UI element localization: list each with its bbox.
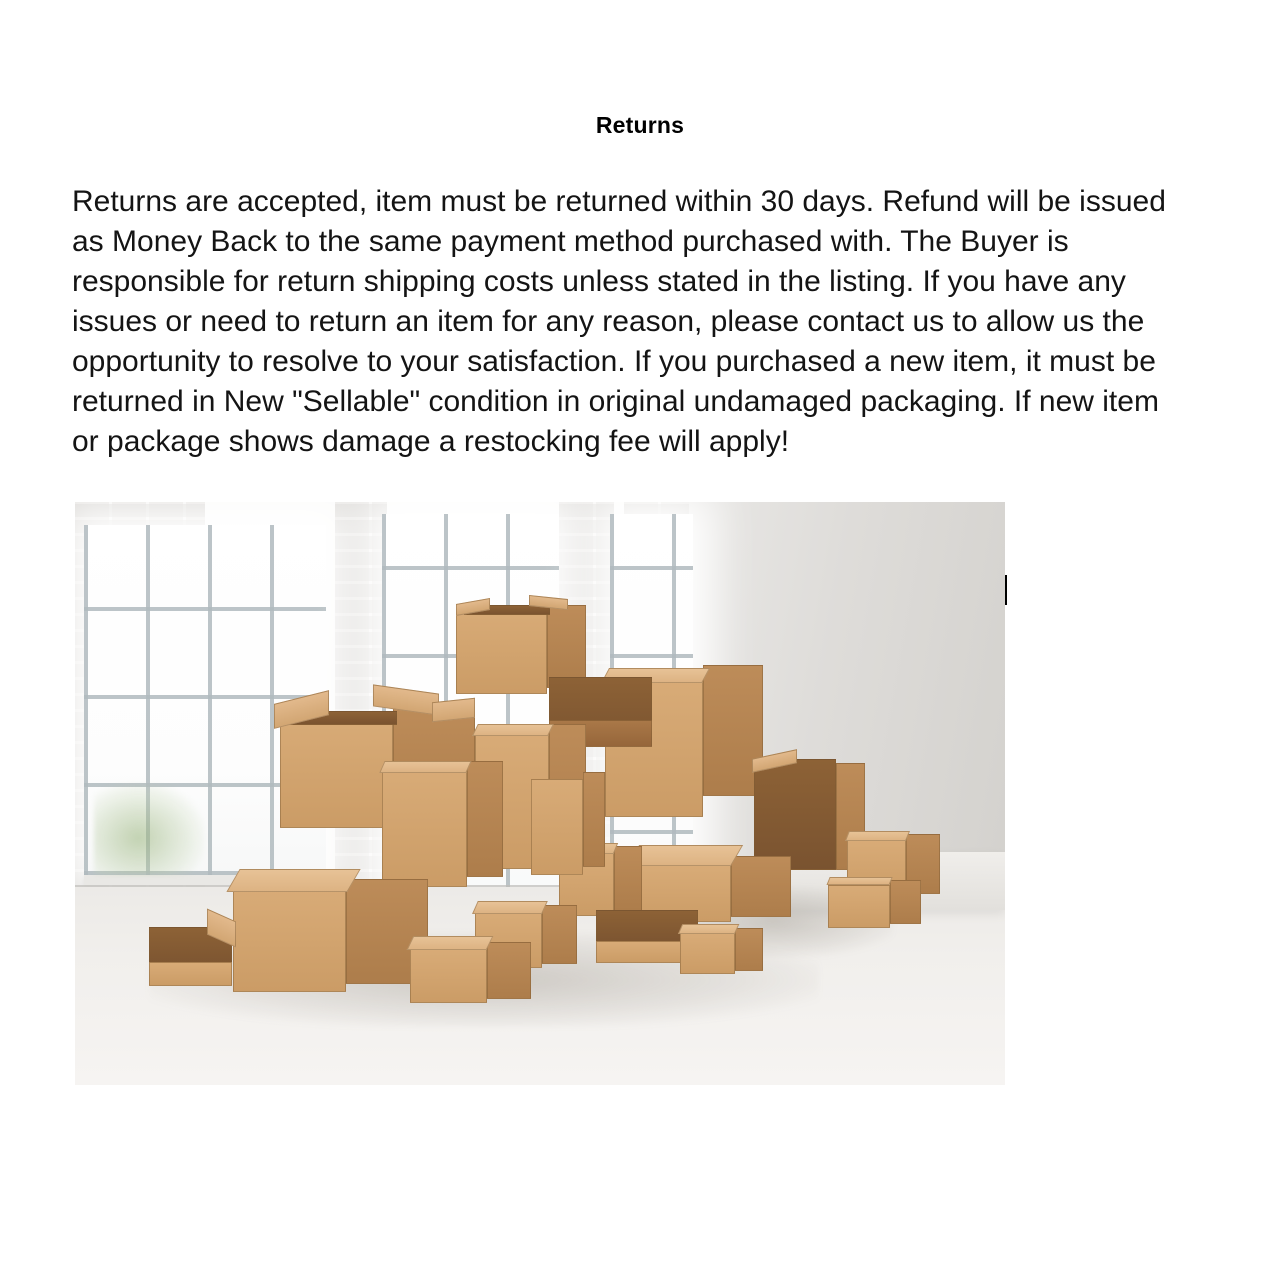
text-caret <box>1005 575 1007 605</box>
box-open-floor-left <box>149 922 261 986</box>
box-thin-tall-center <box>531 770 605 875</box>
page-title: Returns <box>595 112 685 138</box>
window-greenery <box>94 782 206 875</box>
box-bottom-large-left <box>233 863 428 991</box>
returns-policy-text: Returns are accepted, item must be returned within 30 days. Refund will be issued as Money Back to the same payment method purchased with. The Buyer is responsible for return shipping costs unless stated in the listing. If you have any issues or need to return an item for any reason, please contact us to allow us the opportunity to resolve to your satisfaction. If you purchased a new item, it must be returned in New "Sellable" condition in original undamaged packaging. If new item or package shows damage a restocking fee will apply! <box>72 185 1166 458</box>
photo-scene <box>75 502 1005 1085</box>
returns-photo <box>75 502 1005 1085</box>
box-right-small-lower <box>828 875 921 927</box>
box-small-bottom-right <box>680 922 764 974</box>
box-bottom-center <box>410 933 531 1003</box>
